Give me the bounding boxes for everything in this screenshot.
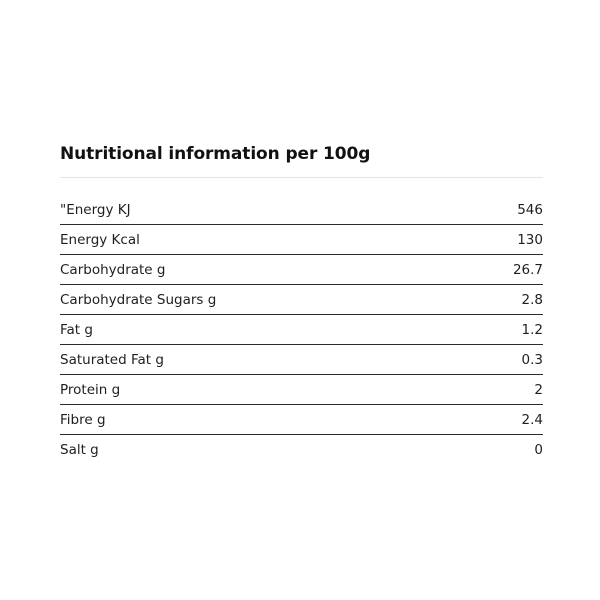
row-label: Energy Kcal [60,231,140,248]
nutrition-panel [60,140,543,464]
nutrition-row-carbohydrate [60,255,543,285]
row-label: Protein g [60,381,121,398]
row-value: 0.3 [521,351,543,368]
nutrition-row-carbohydrate-sugars [60,285,543,315]
nutrition-row-protein [60,375,543,405]
row-value: 130 [517,231,543,248]
row-value: 26.7 [512,261,543,278]
row-value: 546 [517,201,543,218]
row-value: 0 [534,441,543,458]
row-value: 2 [534,381,543,398]
row-label: Fat g [60,321,93,338]
nutrition-row-salt [60,435,543,464]
row-value: 2.8 [521,291,543,308]
row-label: "Energy KJ [60,201,131,218]
nutrition-table [60,195,543,464]
row-label: Fibre g [60,411,106,428]
nutrition-row-fibre [60,405,543,435]
nutrition-row-fat [60,315,543,345]
nutrition-row-saturated-fat [60,345,543,375]
row-label: Saturated Fat g [60,351,164,368]
row-value: 2.4 [521,411,543,428]
nutrition-row-energy-kj [60,195,543,225]
nutrition-title: Nutritional information per 100g [60,144,371,164]
nutrition-row-energy-kcal [60,225,543,255]
row-label: Carbohydrate Sugars g [60,291,217,308]
row-label: Salt g [60,441,99,458]
row-label: Carbohydrate g [60,261,166,278]
title-divider [60,177,543,178]
row-value: 1.2 [521,321,543,338]
